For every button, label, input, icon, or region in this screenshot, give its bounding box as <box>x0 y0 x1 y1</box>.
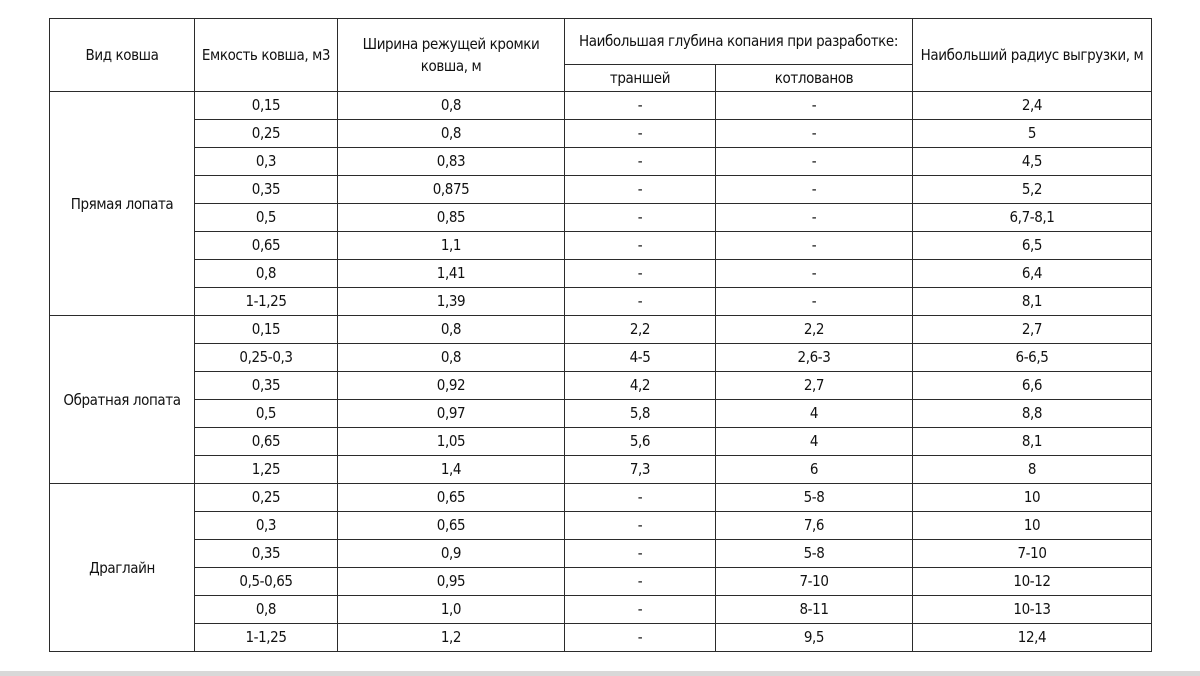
table-row <box>50 92 1152 120</box>
cutting-width-cell: 1,05 <box>338 428 565 456</box>
unload-radius-cell: 8 <box>913 456 1152 484</box>
capacity-cell: 0,15 <box>195 92 338 120</box>
table-row <box>50 232 1152 260</box>
capacity-cell: 0,65 <box>195 428 338 456</box>
table-row <box>50 624 1152 652</box>
trench-depth-cell: - <box>565 148 716 176</box>
pit-depth-cell: 7-10 <box>716 568 913 596</box>
trench-depth-cell: - <box>565 540 716 568</box>
capacity-cell: 0,5-0,65 <box>195 568 338 596</box>
cutting-width-cell: 1,39 <box>338 288 565 316</box>
pit-depth-cell: 5-8 <box>716 540 913 568</box>
pit-depth-cell: 6 <box>716 456 913 484</box>
trench-depth-cell: - <box>565 120 716 148</box>
capacity-cell: 0,8 <box>195 596 338 624</box>
unload-radius-cell: 7-10 <box>913 540 1152 568</box>
pit-depth-cell: - <box>716 92 913 120</box>
capacity-cell: 0,3 <box>195 148 338 176</box>
unload-radius-cell: 6,4 <box>913 260 1152 288</box>
capacity-cell: 0,25 <box>195 120 338 148</box>
trench-depth-cell: 5,6 <box>565 428 716 456</box>
header-unload-radius: Наибольший радиус выгрузки, м <box>913 19 1152 92</box>
table-row <box>50 456 1152 484</box>
table-row <box>50 260 1152 288</box>
capacity-cell: 0,5 <box>195 400 338 428</box>
trench-depth-cell: - <box>565 484 716 512</box>
cutting-width-cell: 1,41 <box>338 260 565 288</box>
pit-depth-cell: - <box>716 232 913 260</box>
unload-radius-cell: 12,4 <box>913 624 1152 652</box>
cutting-width-cell: 1,1 <box>338 232 565 260</box>
cutting-width-cell: 0,65 <box>338 484 565 512</box>
pit-depth-cell: 8-11 <box>716 596 913 624</box>
pit-depth-cell: 4 <box>716 428 913 456</box>
unload-radius-cell: 2,7 <box>913 316 1152 344</box>
unload-radius-cell: 5 <box>913 120 1152 148</box>
cutting-width-cell: 0,8 <box>338 344 565 372</box>
cutting-width-cell: 1,2 <box>338 624 565 652</box>
pit-depth-cell: 7,6 <box>716 512 913 540</box>
capacity-cell: 1-1,25 <box>195 624 338 652</box>
cutting-width-cell: 1,4 <box>338 456 565 484</box>
trench-depth-cell: - <box>565 568 716 596</box>
table-row <box>50 344 1152 372</box>
unload-radius-cell: 6-6,5 <box>913 344 1152 372</box>
capacity-cell: 0,8 <box>195 260 338 288</box>
cutting-width-cell: 0,875 <box>338 176 565 204</box>
trench-depth-cell: - <box>565 512 716 540</box>
capacity-cell: 0,25 <box>195 484 338 512</box>
pit-depth-cell: - <box>716 148 913 176</box>
cutting-width-cell: 0,8 <box>338 316 565 344</box>
trench-depth-cell: - <box>565 92 716 120</box>
capacity-cell: 0,35 <box>195 540 338 568</box>
unload-radius-cell: 10-12 <box>913 568 1152 596</box>
unload-radius-cell: 10-13 <box>913 596 1152 624</box>
capacity-cell: 0,25-0,3 <box>195 344 338 372</box>
trench-depth-cell: - <box>565 624 716 652</box>
pit-depth-cell: 2,6-3 <box>716 344 913 372</box>
trench-depth-cell: - <box>565 232 716 260</box>
pit-depth-cell: 2,2 <box>716 316 913 344</box>
table-row <box>50 484 1152 512</box>
capacity-cell: 0,35 <box>195 372 338 400</box>
excavator-bucket-table <box>49 18 1152 652</box>
pit-depth-cell: 5-8 <box>716 484 913 512</box>
unload-radius-cell: 8,1 <box>913 428 1152 456</box>
table-row <box>50 372 1152 400</box>
unload-radius-cell: 6,5 <box>913 232 1152 260</box>
header-trenches: траншей <box>565 64 716 91</box>
header-capacity: Емкость ковша, м3 <box>195 19 338 92</box>
trench-depth-cell: - <box>565 288 716 316</box>
capacity-cell: 0,15 <box>195 316 338 344</box>
capacity-cell: 0,3 <box>195 512 338 540</box>
unload-radius-cell: 4,5 <box>913 148 1152 176</box>
unload-radius-cell: 6,6 <box>913 372 1152 400</box>
header-bucket-type: Вид ковша <box>50 19 195 92</box>
bucket-type-cell: Прямая лопата <box>50 92 195 316</box>
capacity-cell: 1,25 <box>195 456 338 484</box>
cutting-width-cell: 0,97 <box>338 400 565 428</box>
unload-radius-cell: 2,4 <box>913 92 1152 120</box>
table-row <box>50 400 1152 428</box>
trench-depth-cell: 2,2 <box>565 316 716 344</box>
unload-radius-cell: 6,7-8,1 <box>913 204 1152 232</box>
cutting-width-cell: 0,8 <box>338 92 565 120</box>
trench-depth-cell: 4,2 <box>565 372 716 400</box>
pit-depth-cell: - <box>716 120 913 148</box>
table-row <box>50 288 1152 316</box>
unload-radius-cell: 5,2 <box>913 176 1152 204</box>
table-row <box>50 204 1152 232</box>
cutting-width-cell: 0,85 <box>338 204 565 232</box>
cutting-width-cell: 0,65 <box>338 512 565 540</box>
unload-radius-cell: 10 <box>913 484 1152 512</box>
capacity-cell: 0,5 <box>195 204 338 232</box>
table-row <box>50 568 1152 596</box>
pit-depth-cell: 2,7 <box>716 372 913 400</box>
trench-depth-cell: 4-5 <box>565 344 716 372</box>
bucket-type-cell: Обратная лопата <box>50 316 195 484</box>
capacity-cell: 0,65 <box>195 232 338 260</box>
trench-depth-cell: - <box>565 204 716 232</box>
header-cutting-width: Ширина режущей кромки ковша, м <box>338 19 565 92</box>
table-body <box>50 92 1152 652</box>
pit-depth-cell: - <box>716 176 913 204</box>
bottom-divider <box>0 671 1200 676</box>
trench-depth-cell: - <box>565 260 716 288</box>
table-row <box>50 596 1152 624</box>
table-row <box>50 148 1152 176</box>
cutting-width-cell: 0,92 <box>338 372 565 400</box>
unload-radius-cell: 8,8 <box>913 400 1152 428</box>
table-row <box>50 316 1152 344</box>
cutting-width-cell: 0,95 <box>338 568 565 596</box>
pit-depth-cell: 4 <box>716 400 913 428</box>
trench-depth-cell: 5,8 <box>565 400 716 428</box>
trench-depth-cell: - <box>565 596 716 624</box>
table-row <box>50 176 1152 204</box>
table-row <box>50 540 1152 568</box>
unload-radius-cell: 10 <box>913 512 1152 540</box>
unload-radius-cell: 8,1 <box>913 288 1152 316</box>
cutting-width-cell: 0,8 <box>338 120 565 148</box>
header-max-depth: Наибольшая глубина копания при разработке: <box>565 19 913 65</box>
cutting-width-cell: 0,83 <box>338 148 565 176</box>
capacity-cell: 1-1,25 <box>195 288 338 316</box>
pit-depth-cell: 9,5 <box>716 624 913 652</box>
bucket-type-cell: Драглайн <box>50 484 195 652</box>
cutting-width-cell: 1,0 <box>338 596 565 624</box>
trench-depth-cell: 7,3 <box>565 456 716 484</box>
pit-depth-cell: - <box>716 260 913 288</box>
trench-depth-cell: - <box>565 176 716 204</box>
pit-depth-cell: - <box>716 204 913 232</box>
table-row <box>50 120 1152 148</box>
table-row <box>50 512 1152 540</box>
pit-depth-cell: - <box>716 288 913 316</box>
cutting-width-cell: 0,9 <box>338 540 565 568</box>
table-row <box>50 428 1152 456</box>
header-pits: котлованов <box>716 64 913 91</box>
capacity-cell: 0,35 <box>195 176 338 204</box>
